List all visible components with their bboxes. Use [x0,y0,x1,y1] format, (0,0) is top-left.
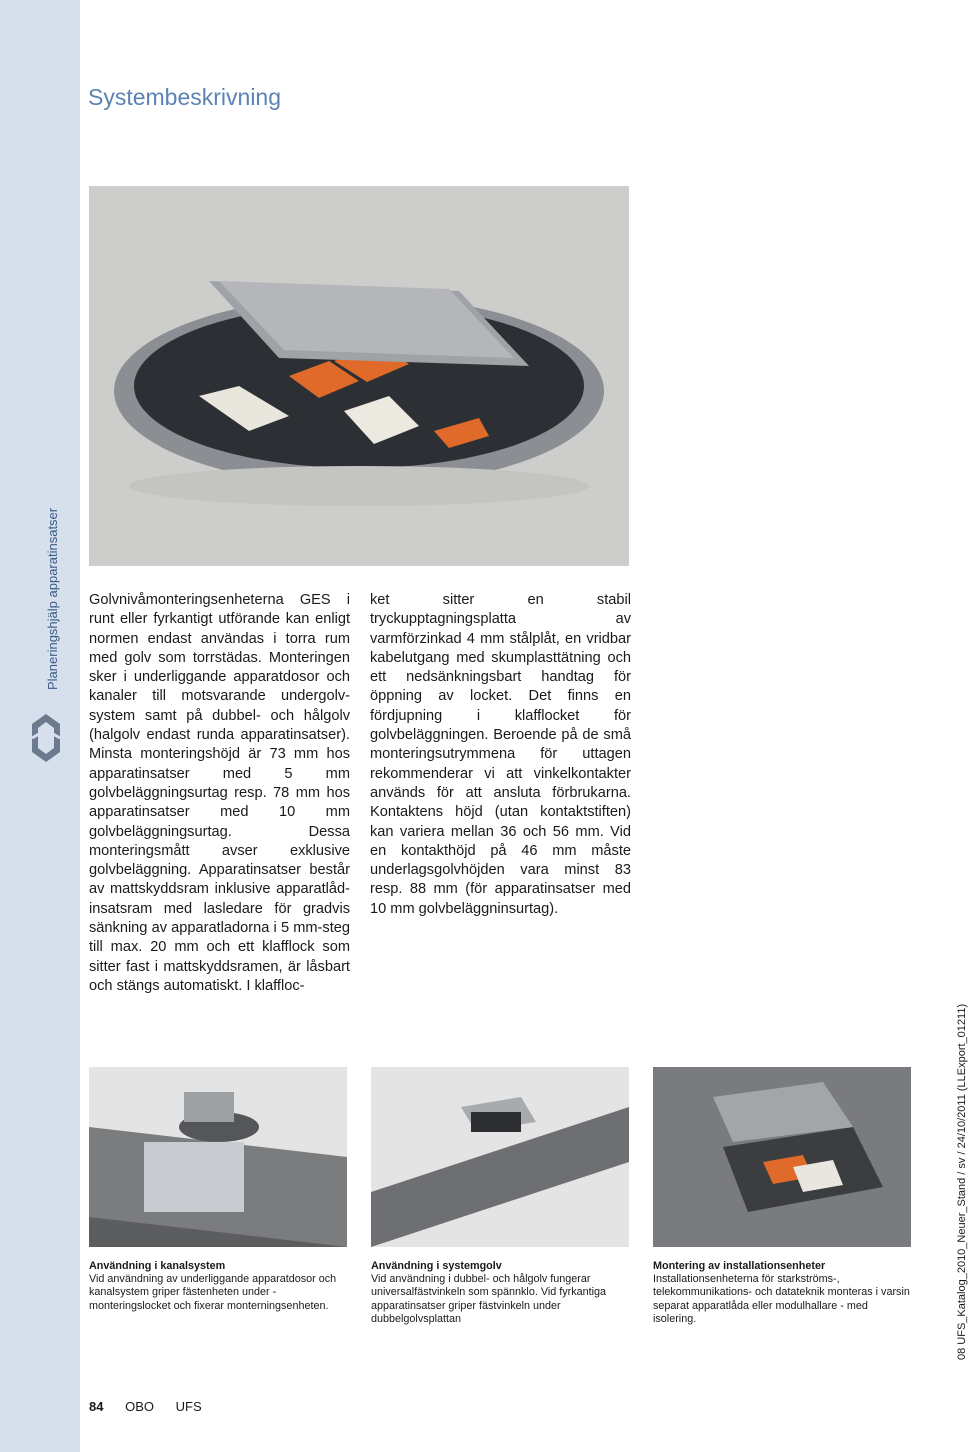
page-number: 84 [89,1399,104,1414]
side-print-note: 08 UFS_Katalog_2010_Neuer_Stand / sv / 24/10/2011 (LLExport_01211) [956,1003,968,1360]
canal-system-illustration [89,1067,347,1247]
thumbnail-system-floor [371,1067,629,1247]
thumbnail-canal-system [89,1067,347,1247]
caption-title: Användning i kanalsystem [89,1260,226,1272]
caption-installation-units [653,1260,911,1326]
obo-logo-icon [28,710,64,766]
hero-product-image [89,186,629,566]
installation-units-illustration [653,1067,911,1247]
system-floor-illustration [371,1067,629,1247]
product-name: UFS [175,1399,202,1414]
sidebar [0,0,80,1452]
caption-title: Montering av installationsenheter [653,1260,826,1272]
body-text-column-2: ket sitter en stabil tryckupptagningsplatta av varmförzinkad 4 mm stålplåt, en vridbar kabelutgang med skumplasttätning och ett nedsänkningsbart handtag för öppning av locket. Det finns en fördjupning i klafflocket för golvbeläggningen. Beroende på de små monteringsutrymmena för uttagen rekommenderar vi att vinkelkontakter används för att ansluta förbrukarna. Kontaktens höjd (utan kontaktstiften) kan variera mellan 36 och 56 mm. Vid en kontakthöjd på 46 mm måste underlagsgolvhöjden vara minst 83 resp. 88 mm (för apparatinsatser med 10 mm golvbeläggninsurtag). [370,592,631,917]
caption-system-floor [371,1260,629,1326]
caption-text: Vid användning i dubbel- och hålgolv fungerar universalfästvinkeln som spännklo. Vid fyrkantiga apparatinsatser griper fästvinkeln under dubbelgolvsplattan [371,1273,607,1325]
caption-text: Vid användning av underliggande apparatdosor och kanalsystem griper fästenheten under -monteringslocket och fixerar monterningsenheten. [89,1273,337,1312]
sidebar-label: Planeringshjälp apparatinsatser [45,507,60,690]
caption-title: Användning i systemgolv [371,1260,502,1272]
floor-box-illustration [89,186,629,566]
thumbnail-installation-units [653,1067,911,1247]
caption-text: Installationsenheterna för starkströms-, telekommunikations- och datateknik monteras i varsin separat apparatlåda eller modulhallare - med isolering. [653,1273,910,1325]
body-text-column-1: Golvnivåmonteringsenheterna GES i runt eller fyrkantigt utförande kan enligt normen endast användas i torra rum med golv som torrstädas. Monteringen sker i underliggande apparatdosor och kanaler till motsvarande undergolv-system samt på dubbel- och hålgolv (halgolv endast runda apparatinsatser). Minsta monteringshöjd är 73 mm hos apparatinsatser med 5 mm golvbeläggningsurtag resp. 78 mm hos apparatinsatser med 10 mm golvbeläggningsurtag. Dessa monteringsmått avser exklusive golvbeläggning. Apparatinsatser består av mattskyddsram inklusive apparatlåd-insatsram med lasledare för gradvis sänkning av apparatladorna i 5 mm-steg till max. 20 mm och ett klafflock som sitter fast i mattskyddsramen, är låsbart och stängs automatiskt. I klaffloc- [89,592,350,994]
caption-canal-system [89,1260,347,1313]
page-footer [89,1399,220,1414]
page-title: Systembeskrivning [88,84,282,110]
brand-name: OBO [125,1399,154,1414]
